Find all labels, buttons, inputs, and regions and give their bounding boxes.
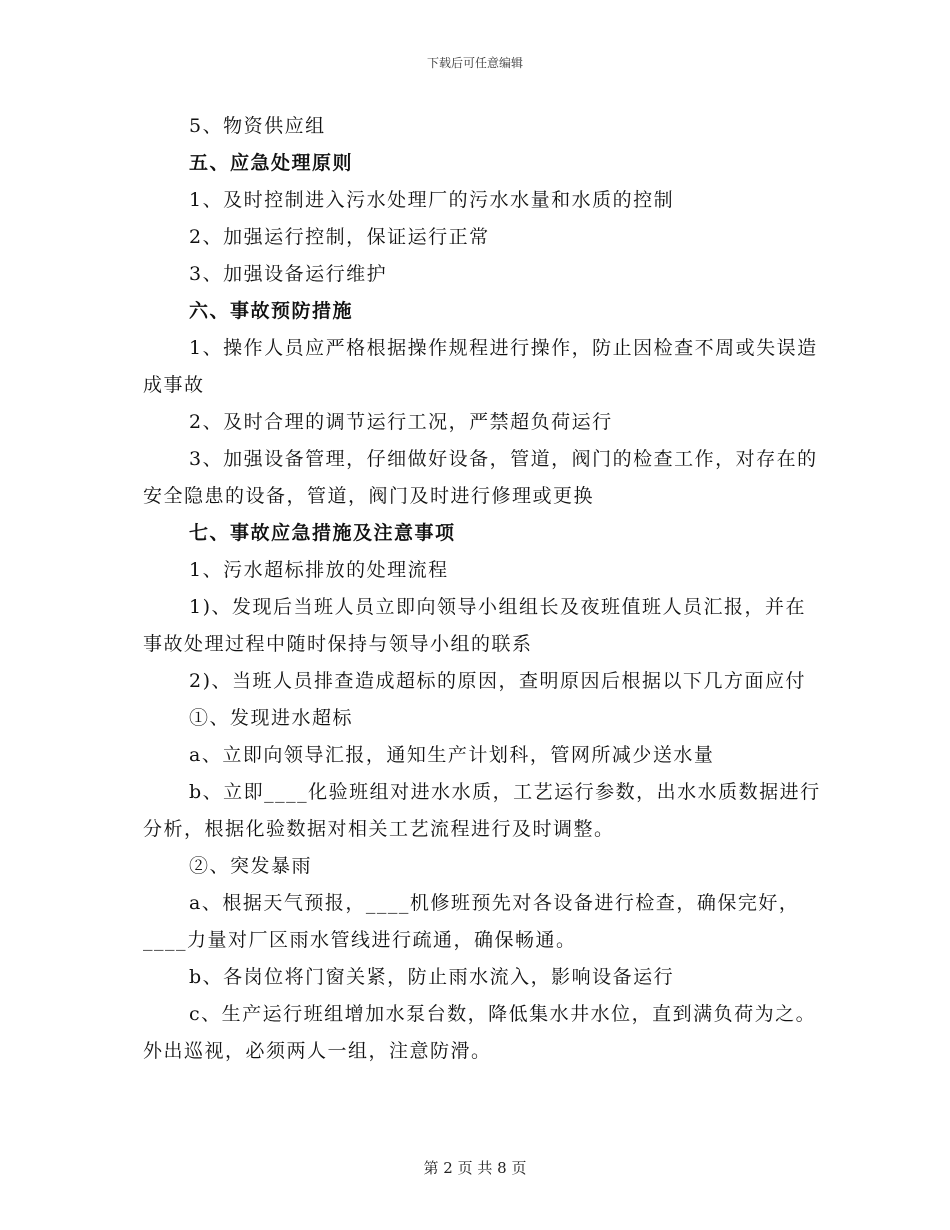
paragraph: 1、及时控制进入污水处理厂的污水水量和水质的控制 [189,189,675,211]
paragraph: 2、加强运行控制，保证运行正常 [189,226,490,248]
document-body [143,108,823,1070]
paragraph: b、各岗位将门窗关紧，防止雨水流入，影响设备运行 [189,966,675,988]
paragraph: 1、污水超标排放的处理流程 [189,559,449,581]
paragraph: 1、操作人员应严格根据操作规程进行操作，防止因检查不周或失误造成事故 [143,337,818,396]
section-heading: 六、事故预防措施 [189,300,354,322]
paragraph: 1)、发现后当班人员立即向领导小组组长及夜班值班人员汇报，并在事故处理过程中随时保持与领导小组的联系 [143,596,807,655]
paragraph: a、根据天气预报，____机修班预先对各设备进行检查，确保完好，____力量对厂区雨水管线进行疏通，确保畅通。 [143,892,800,951]
paragraph: 3、加强设备运行维护 [189,263,388,285]
section-heading: 五、应急处理原则 [189,152,354,174]
paragraph: b、立即____化验班组对进水水质，工艺运行参数，出水水质数据进行分析，根据化验数据对相关工艺流程进行及时调整。 [143,781,821,840]
paragraph: 3、加强设备管理，仔细做好设备，管道，阀门的检查工作，对存在的安全隐患的设备，管道，阀门及时进行修理或更换 [143,448,818,507]
paragraph: ①、发现进水超标 [189,707,354,729]
page-footer: 第 2 页 共 8 页 [423,1159,527,1177]
paragraph: 2)、当班人员排查造成超标的原因，查明原因后根据以下几方面应付 [189,670,807,692]
section-heading: 七、事故应急措施及注意事项 [189,522,456,544]
paragraph: a、立即向领导汇报，通知生产计划科，管网所减少送水量 [189,744,715,766]
paragraph: c、生产运行班组增加水泵台数，降低集水井水位，直到满负荷为之。外出巡视，必须两人一组，注意防滑。 [143,1003,817,1062]
paragraph: 5、物资供应组 [189,115,326,137]
paragraph: ②、突发暴雨 [189,855,313,877]
page-header: 下载后可任意编辑 [426,56,523,70]
paragraph: 2、及时合理的调节运行工况，严禁超负荷运行 [189,411,613,433]
